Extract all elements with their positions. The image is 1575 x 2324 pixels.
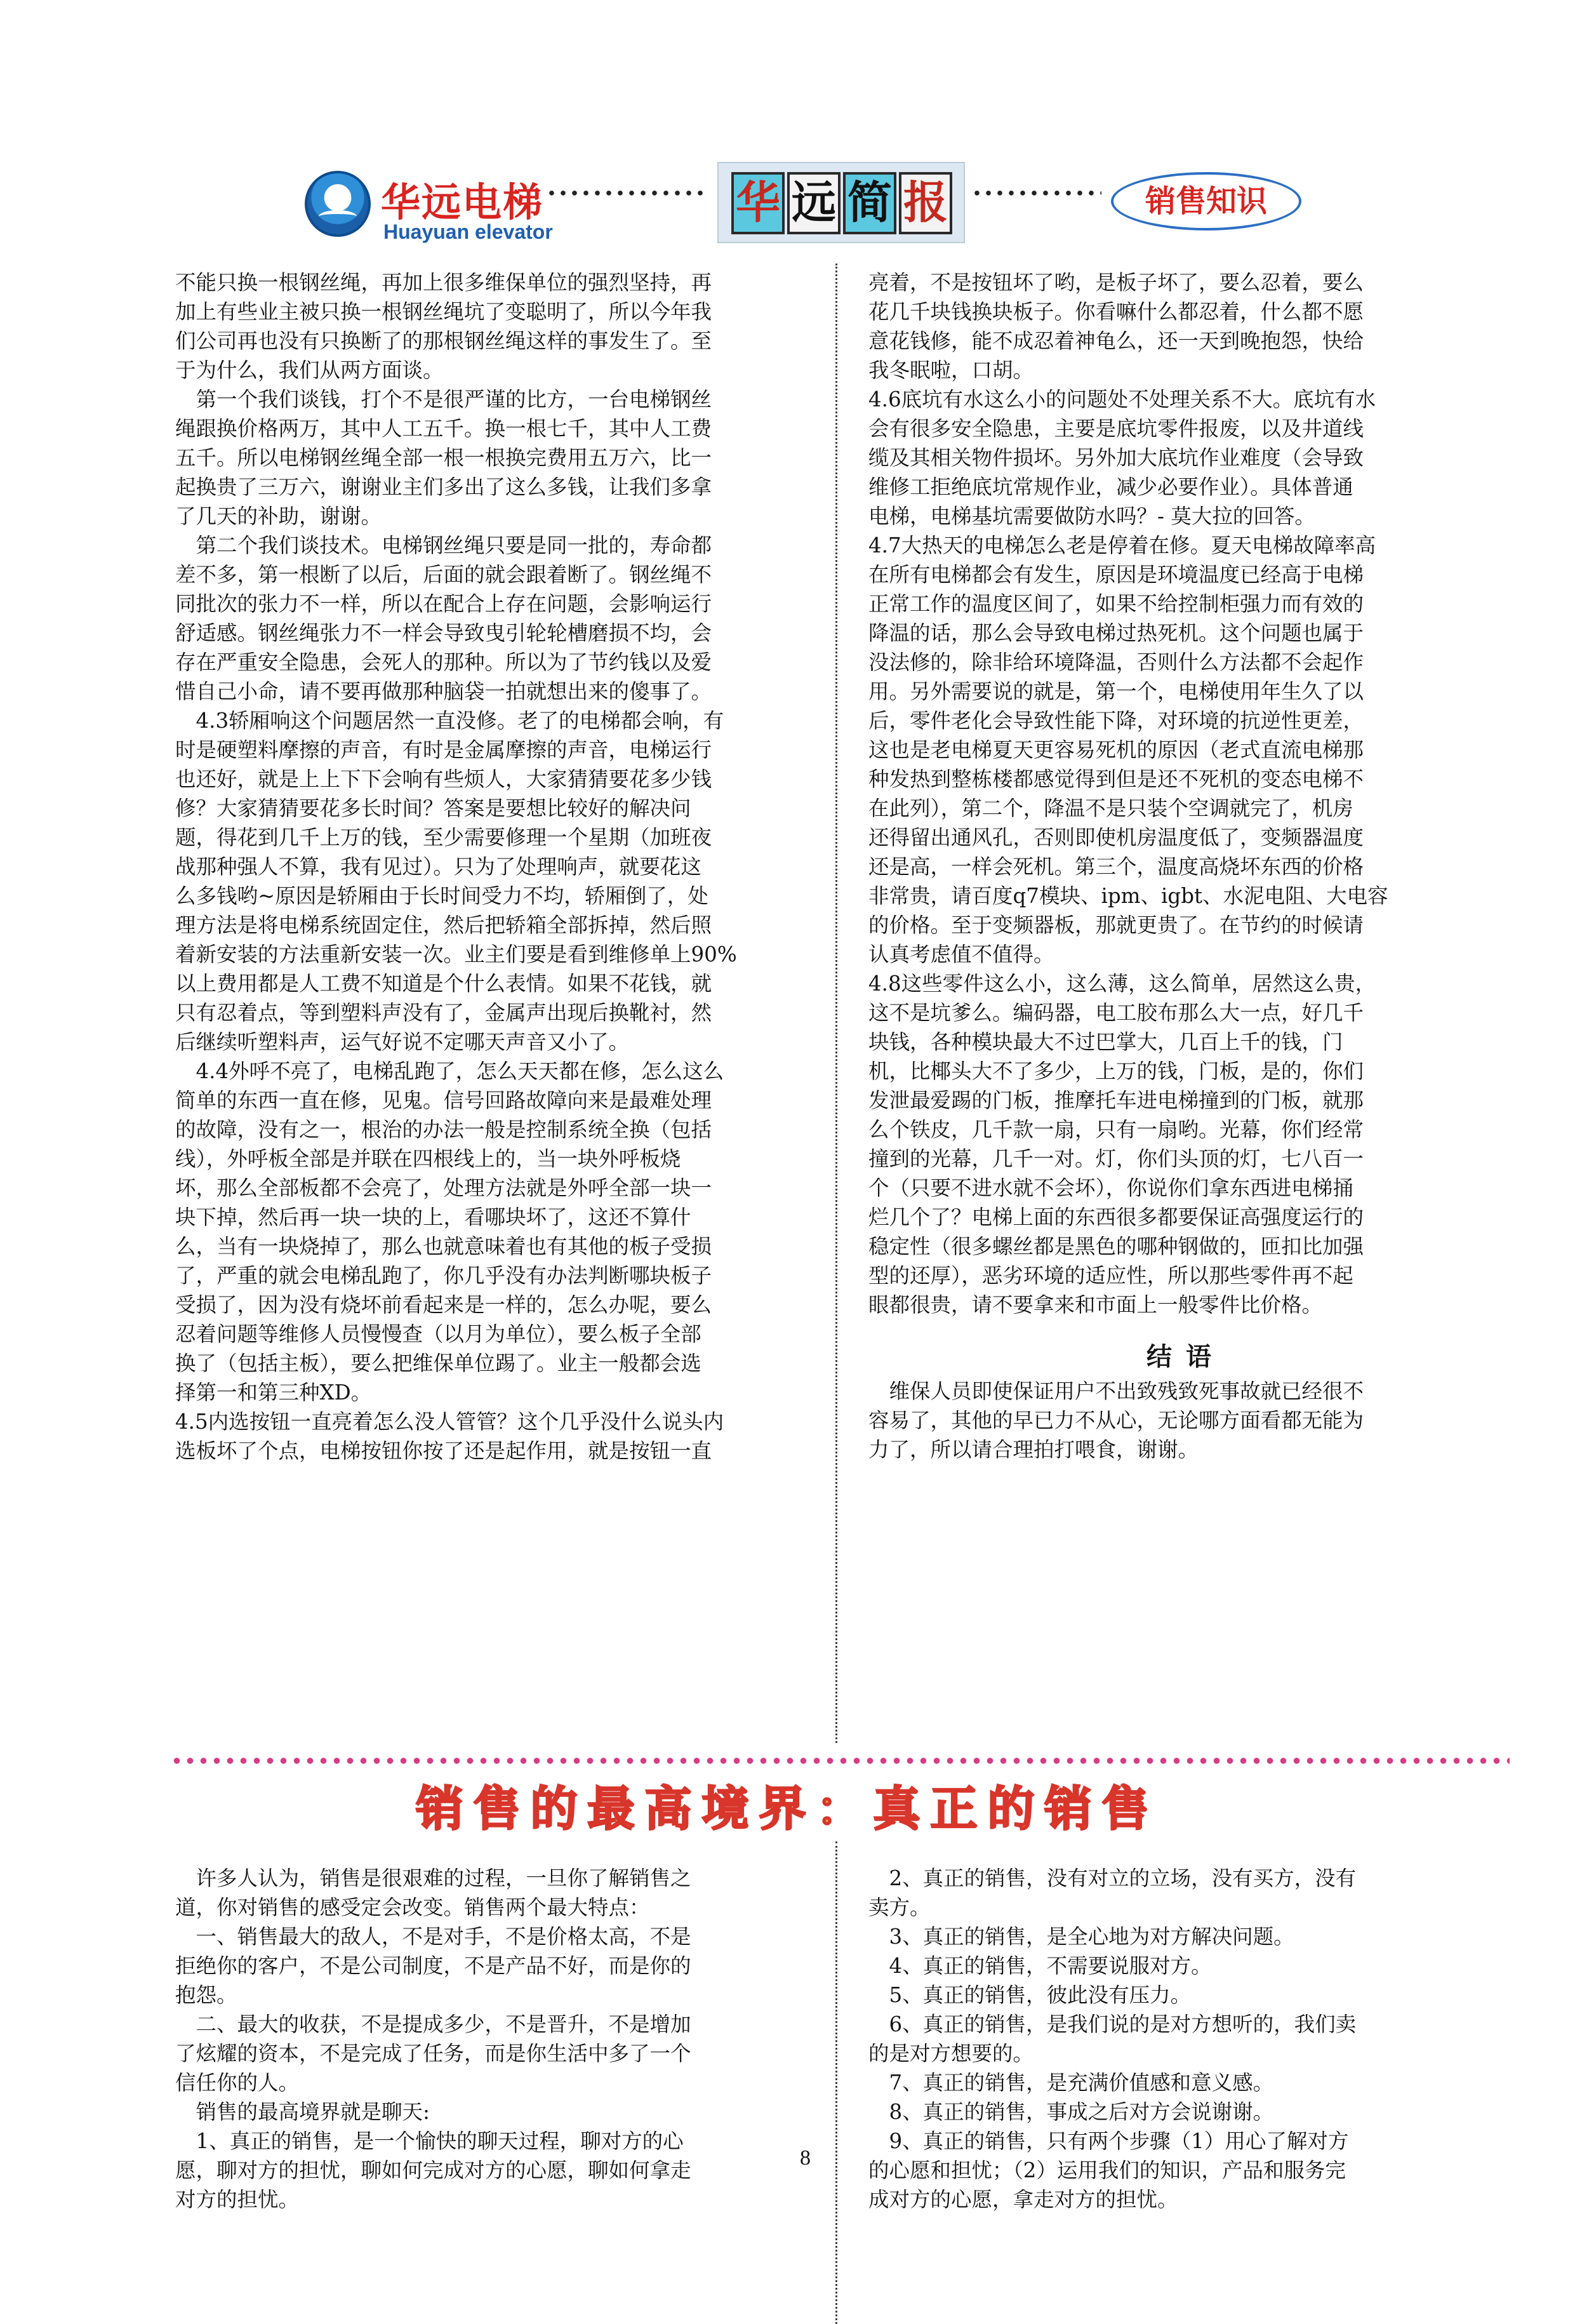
company-name-en: Huayuan elevator [383, 220, 553, 243]
column-divider [835, 1841, 837, 2324]
text-line: 卖方。 [868, 1895, 931, 1920]
text-line: 电梯，电梯基坑需要做防水吗？- 莫大拉的回答。 [868, 504, 1315, 528]
banner-char: 华 [731, 172, 785, 234]
section-tag: 销售知识 [1111, 172, 1301, 230]
text-line: 这也是老电梯夏天更容易死机的原因（老式直流电梯那 [868, 738, 1364, 762]
text-line: 容易了，其他的早已力不从心，无论哪方面看都无能为 [868, 1408, 1364, 1432]
text-line: 2、真正的销售，没有对立的立场，没有买方，没有 [868, 1866, 1357, 1890]
text-line: 的是对方想要的。 [868, 2041, 1034, 2066]
text-line: 还得留出通风孔，否则即使机房温度低了，变频器温度 [868, 825, 1364, 850]
banner-char: 报 [899, 172, 952, 234]
text-line: 撞到的光幕，几千一对。灯，你们头顶的灯，七八百一 [868, 1147, 1364, 1171]
article1-left-column [175, 268, 810, 1466]
text-line: 同批次的张力不一样，所以在配合上存在问题，会影响运行 [175, 592, 712, 616]
text-line: 维保人员即使保证用户不出致残致死事故就已经很不 [868, 1379, 1364, 1403]
article2-title: 销售的最高境界：真正的销售 [416, 1782, 1159, 1836]
article2-left-column [175, 1864, 810, 2214]
text-line: 拒绝你的客户，不是公司制度，不是产品不好，而是你的 [175, 1954, 691, 1978]
text-line: 于为什么，我们从两方面谈。 [175, 358, 444, 382]
text-line: 的心愿和担忧；（2）运用我们的知识，产品和服务完 [868, 2158, 1346, 2182]
newsletter-header [298, 162, 1314, 251]
text-line: 块钱，各种模块最大不过巴掌大，几百上千的钱，门 [868, 1030, 1343, 1054]
text-line: 没法修的，除非给环境降温，否则什么方法都不会起作 [868, 650, 1364, 674]
text-line: 在此列），第二个，降温不是只装个空调就完了，机房 [868, 796, 1353, 820]
text-line: 稳定性（很多螺丝都是黑色的哪种钢做的，匝扣比加强 [868, 1234, 1364, 1259]
text-line: 时是硬塑料摩擦的声音，有时是金属摩擦的声音，电梯运行 [175, 738, 712, 762]
text-line: 对方的担忧。 [175, 2187, 300, 2212]
text-line: 烂几个了？电梯上面的东西很多都要保证高强度运行的 [868, 1205, 1364, 1229]
text-line: 正常工作的温度区间了，如果不给控制柜强力而有效的 [868, 592, 1364, 616]
text-line: 块下掉，然后再一块一块的上，看哪块坏了，这还不算什 [175, 1205, 691, 1229]
text-line: 维修工拒绝底坑常规作业，减少必要作业）。具体普通 [868, 475, 1353, 499]
text-line: 4.7大热天的电梯怎么老是停着在修。夏天电梯故障率高 [868, 533, 1376, 558]
newsletter-title-banner [717, 162, 965, 243]
text-line: 用。另外需要说的就是，第一个，电梯使用年生久了以 [868, 679, 1364, 704]
text-line: 的故障，没有之一，根治的办法一般是控制系统全换（包括 [175, 1118, 712, 1142]
text-line: 们公司再也没有只换断了的那根钢丝绳这样的事发生了。至 [175, 329, 712, 353]
text-line: 简单的东西一直在修，见鬼。信号回路故障向来是最难处理 [175, 1088, 712, 1112]
text-line: 力了，所以请合理拍打喂食，谢谢。 [868, 1438, 1199, 1462]
article-separator [170, 1757, 1510, 1765]
text-line: 线），外呼板全部是并联在四根线上的，当一块外呼板烧 [175, 1147, 681, 1171]
text-line: 的价格。至于变频器板，那就更贵了。在节约的时候请 [868, 913, 1364, 937]
text-line: 4.8这些零件这么小，这么薄，这么简单，居然这么贵， [868, 972, 1376, 996]
text-line: 抱怨。 [175, 1983, 237, 2007]
company-name-cn: 华远电梯 [381, 179, 544, 225]
text-line: 理方法是将电梯系统固定住，然后把轿箱全部拆掉，然后照 [175, 913, 712, 937]
text-line: 惜自己小命，请不要再做那种脑袋一拍就想出来的傻事了。 [175, 679, 712, 704]
text-line: 种发热到整栋楼都感觉得到但是还不死机的变态电梯不 [868, 767, 1364, 791]
text-line: 题，得花到几千上万的钱，至少需要修理一个星期（加班夜 [175, 825, 712, 850]
text-line: 还是高，一样会死机。第三个，温度高烧坏东西的价格 [868, 855, 1364, 879]
text-line: 么，当有一块烧掉了，那么也就意味着也有其他的板子受损 [175, 1234, 712, 1259]
text-line: 降温的话，那么会导致电梯过热死机。这个问题也属于 [868, 621, 1364, 645]
text-line: 发泄最爱踢的门板，推摩托车进电梯撞到的门板，就那 [868, 1088, 1364, 1112]
text-line: 受损了，因为没有烧坏前看起来是一样的，怎么办呢，要么 [175, 1293, 712, 1317]
text-line: 差不多，第一根断了以后，后面的就会跟着断了。钢丝绳不 [175, 563, 712, 587]
text-line: 换了（包括主板），要么把维保单位踢了。业主一般都会选 [175, 1351, 701, 1375]
text-line: 舒适感。钢丝绳张力不一样会导致曳引轮轮槽磨损不均，会 [175, 621, 712, 645]
text-line: 第二个我们谈技术。电梯钢丝绳只要是同一批的，寿命都 [175, 533, 712, 558]
text-line: 愿，聊对方的担忧，聊如何完成对方的心愿，聊如何拿走 [175, 2158, 691, 2182]
text-line: 7、真正的销售，是充满价值感和意义感。 [868, 2071, 1274, 2095]
text-line: 么个铁皮，几千款一扇，只有一扇哟。光幕，你们经常 [868, 1118, 1364, 1142]
text-line: 4.3轿厢响这个问题居然一直没修。老了的电梯都会响，有 [175, 709, 724, 733]
header-dotted-line-left [546, 190, 705, 196]
text-line: 后，零件老化会导致性能下降，对环境的抗逆性更差， [868, 709, 1364, 733]
text-line: 不能只换一根钢丝绳，再加上很多维保单位的强烈坚持，再 [175, 270, 712, 295]
text-line: 绳跟换价格两万，其中人工五千。换一根七千，其中人工费 [175, 417, 712, 441]
text-line: 第一个我们谈钱，打个不是很严谨的比方，一台电梯钢丝 [175, 387, 712, 411]
text-line: 成对方的心愿，拿走对方的担忧。 [868, 2187, 1178, 2212]
text-line: 型的还厚），恶劣环境的适应性，所以那些零件再不起 [868, 1264, 1353, 1288]
text-line: 道，你对销售的感受定会改变。销售两个最大特点： [175, 1895, 650, 1920]
banner-char: 远 [787, 172, 841, 234]
text-line: 这不是坑爹么。编码器，电工胶布那么大一点，好几千 [868, 1001, 1364, 1025]
text-line: 会有很多安全隐患，主要是底坑零件报废，以及井道线 [868, 417, 1364, 441]
header-dotted-line-right [971, 190, 1101, 196]
text-line: 亮着，不是按钮坏了哟，是板子坏了，要么忍着，要么 [868, 270, 1364, 295]
text-line: 加上有些业主被只换一根钢丝绳坑了变聪明了，所以今年我 [175, 300, 712, 324]
text-line: 起换贵了三万六，谢谢业主们多出了这么多钱，让我们多拿 [175, 475, 712, 499]
column-divider [835, 264, 837, 1743]
text-line: 五千。所以电梯钢丝绳全部一根一根换完费用五万六，比一 [175, 446, 712, 470]
text-line: 许多人认为，销售是很艰难的过程，一旦你了解销售之 [175, 1866, 691, 1890]
text-line: 信任你的人。 [175, 2071, 300, 2095]
text-line: 4.4外呼不亮了，电梯乱跑了，怎么天天都在修，怎么这么 [175, 1059, 724, 1083]
text-line: 4.5内选按钮一直亮着怎么没人管管？这个几乎没什么说头内 [175, 1410, 724, 1434]
conclusion-heading: 结语 [1146, 1342, 1225, 1372]
text-line: 3、真正的销售，是全心地为对方解决问题。 [868, 1925, 1294, 1949]
article1-right-body [868, 268, 1503, 1319]
text-line: 4、真正的销售，不需要说服对方。 [868, 1954, 1212, 1978]
text-line: 了几天的补助，谢谢。 [175, 504, 382, 528]
text-line: 4.6底坑有水这么小的问题处不处理关系不大。底坑有水 [868, 387, 1376, 411]
text-line: 6、真正的销售，是我们说的是对方想听的，我们卖 [868, 2012, 1357, 2036]
text-line: 意花钱修，能不成忍着神龟么，还一天到晚抱怨，快给 [868, 329, 1364, 353]
company-logo-icon [305, 171, 371, 237]
text-line: 后继续听塑料声，运气好说不定哪天声音又小了。 [175, 1030, 630, 1054]
text-line: 存在严重安全隐患，会死人的那种。所以为了节约钱以及爱 [175, 650, 712, 674]
text-line: 9、真正的销售，只有两个步骤（1）用心了解对方 [868, 2129, 1349, 2153]
text-line: 选板坏了个点，电梯按钮你按了还是起作用，就是按钮一直 [175, 1439, 712, 1463]
text-line: 在所有电梯都会有发生，原因是环境温度已经高于电梯 [868, 563, 1364, 587]
text-line: 也还好，就是上上下下会响有些烦人，大家猜猜要花多少钱 [175, 767, 712, 791]
text-line: 认真考虑值不值得。 [868, 942, 1054, 966]
article1-right-column [868, 268, 1503, 1464]
text-line: 了，严重的就会电梯乱跑了，你几乎没有办法判断哪块板子 [175, 1264, 712, 1288]
text-line: 择第一和第三种XD。 [175, 1380, 372, 1405]
text-line: 花几千块钱换块板子。你看嘛什么都忍着，什么都不愿 [868, 300, 1364, 324]
banner-char: 简 [843, 172, 896, 234]
text-line: 5、真正的销售，彼此没有压力。 [868, 1983, 1192, 2007]
text-line: 非常贵，请百度q7模块、ipm、igbt、水泥电阻、大电容 [868, 884, 1388, 908]
text-line: 销售的最高境界就是聊天: [175, 2100, 430, 2124]
text-line: 以上费用都是人工费不知道是个什么表情。如果不花钱，就 [175, 972, 712, 996]
page-number: 8 [800, 2146, 811, 2170]
text-line: 战那种强人不算，我有见过）。只为了处理响声，就要花这 [175, 855, 701, 879]
text-line: 忍着问题等维修人员慢慢查（以月为单位），要么板子全部 [175, 1322, 701, 1346]
text-line: 8、真正的销售，事成之后对方会说谢谢。 [868, 2100, 1274, 2124]
text-line: 个（只要不进水就不会坏），你说你们拿东西进电梯捅 [868, 1176, 1353, 1200]
text-line: 修？大家猜猜要花多长时间？答案是要想比较好的解决问 [175, 796, 691, 820]
text-line: 我冬眠啦，口胡。 [868, 358, 1034, 382]
text-line: 么多钱哟~原因是轿厢由于长时间受力不均，轿厢倒了，处 [175, 884, 708, 908]
text-line: 着新安装的方法重新安装一次。业主们要是看到维修单上90% [175, 942, 737, 966]
text-line: 一、销售最大的敌人，不是对手，不是价格太高，不是 [175, 1925, 691, 1949]
text-line: 1、真正的销售，是一个愉快的聊天过程，聊对方的心 [175, 2129, 684, 2153]
text-line: 机，比椰头大不了多少，上万的钱，门板，是的，你们 [868, 1059, 1364, 1083]
text-line: 了炫耀的资本，不是完成了任务，而是你生活中多了一个 [175, 2041, 691, 2066]
text-line: 坏，那么全部板都不会亮了，处理方法就是外呼全部一块一 [175, 1176, 712, 1200]
text-line: 眼都很贵，请不要拿来和市面上一般零件比价格。 [868, 1293, 1323, 1317]
text-line: 只有忍着点，等到塑料声没有了，金属声出现后换靴衬，然 [175, 1001, 712, 1025]
conclusion-body [868, 1377, 1503, 1464]
text-line: 二、最大的收获，不是提成多少，不是晋升，不是增加 [175, 2012, 691, 2036]
article2-right-column [868, 1864, 1503, 2214]
text-line: 缆及其相关物件损坏。另外加大底坑作业难度（会导致 [868, 446, 1364, 470]
